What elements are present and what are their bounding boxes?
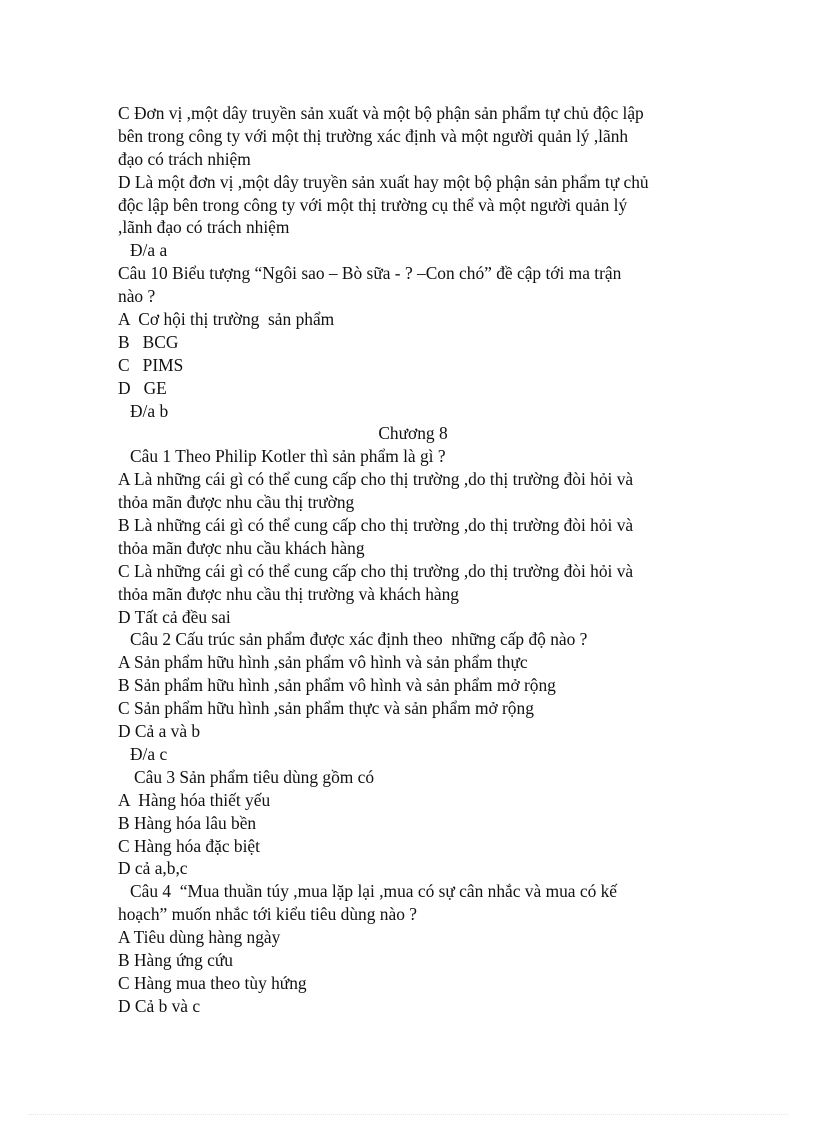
- option-c-line-2: bên trong công ty với một thị trường xác định và một người quản lý ,lãnh: [118, 125, 629, 146]
- q10-option-c: C PIMS: [118, 354, 184, 375]
- ch8-q1-option-a-line-2: thỏa mãn được nhu cầu thị trường: [118, 492, 355, 513]
- ch8-q2-option-a: A Sản phẩm hữu hình ,sản phẩm vô hình và sản phẩm thực: [118, 652, 528, 673]
- ch8-q1-option-a-line-1: A Là những cái gì có thể cung cấp cho thị trường ,do thị trường đòi hỏi và: [118, 469, 634, 490]
- chapter-heading: Chương 8: [378, 423, 448, 444]
- q10-option-b: B BCG: [118, 331, 179, 352]
- ch8-question-1: Câu 1 Theo Philip Kotler thì sản phẩm là gì ?: [130, 446, 446, 467]
- ch8-question-2: Câu 2 Cấu trúc sản phẩm được xác định theo những cấp độ nào ?: [130, 629, 588, 650]
- ch8-q3-option-a: A Hàng hóa thiết yếu: [118, 789, 271, 810]
- ch8-q4-option-c: C Hàng mua theo tùy hứng: [118, 972, 307, 993]
- ch8-q3-option-d: D cả a,b,c: [118, 858, 188, 879]
- ch8-q4-option-d: D Cả b và c: [118, 995, 201, 1016]
- ch8-q3-option-c: C Hàng hóa đặc biệt: [118, 835, 260, 856]
- ch8-q1-option-c-line-1: C Là những cái gì có thể cung cấp cho thị trường ,do thị trường đòi hỏi và: [118, 560, 634, 581]
- option-c-line-3: đạo có trách nhiệm: [118, 148, 251, 169]
- ch8-q4-option-a: A Tiêu dùng hàng ngày: [118, 927, 281, 948]
- option-d-line-3: ,lãnh đạo có trách nhiệm: [118, 217, 290, 238]
- ch8-answer-q2: Đ/a c: [130, 743, 168, 764]
- ch8-question-3: Câu 3 Sản phẩm tiêu dùng gồm có: [134, 766, 375, 787]
- document-page: [118, 102, 708, 1018]
- ch8-question-4-line-2: hoạch” muốn nhắc tới kiểu tiêu dùng nào ?: [118, 904, 417, 925]
- question-10-line-2: nào ?: [118, 286, 156, 307]
- answer-q10: Đ/a b: [130, 400, 169, 421]
- ch8-q1-option-b-line-1: B Là những cái gì có thể cung cấp cho thị trường ,do thị trường đòi hỏi và: [118, 515, 634, 536]
- ch8-q2-option-c: C Sản phẩm hữu hình ,sản phẩm thực và sản phẩm mở rộng: [118, 698, 534, 719]
- page-bottom-divider: [28, 1114, 788, 1115]
- ch8-q4-option-b: B Hàng ứng cứu: [118, 949, 233, 970]
- q10-option-d: D GE: [118, 377, 167, 398]
- question-10-line-1: Câu 10 Biểu tượng “Ngôi sao – Bò sữa - ? –Con chó” đề cập tới ma trận: [118, 263, 622, 284]
- ch8-q2-option-b: B Sản phẩm hữu hình ,sản phẩm vô hình và sản phẩm mở rộng: [118, 675, 556, 696]
- option-c-line-1: C Đơn vị ,một dây truyền sản xuất và một bộ phận sản phẩm tự chủ độc lập: [118, 103, 644, 123]
- ch8-q1-option-c-line-2: thỏa mãn được nhu cầu thị trường và khách hàng: [118, 583, 460, 604]
- ch8-q1-option-b-line-2: thỏa mãn được nhu cầu khách hàng: [118, 537, 365, 558]
- ch8-q2-option-d: D Cả a và b: [118, 721, 201, 742]
- ch8-q3-option-b: B Hàng hóa lâu bền: [118, 812, 257, 833]
- option-d-line-2: độc lập bên trong công ty với một thị trường cụ thể và một người quản lý: [118, 194, 628, 215]
- option-d-line-1: D Là một đơn vị ,một dây truyền sản xuất hay một bộ phận sản phẩm tự chủ: [118, 171, 649, 192]
- answer-q9: Đ/a a: [130, 240, 168, 261]
- ch8-q1-option-d: D Tất cả đều sai: [118, 606, 231, 627]
- q10-option-a: A Cơ hội thị trường sản phẩm: [118, 309, 335, 330]
- ch8-question-4-line-1: Câu 4 “Mua thuần túy ,mua lặp lại ,mua có sự cân nhắc và mua có kế: [130, 881, 618, 902]
